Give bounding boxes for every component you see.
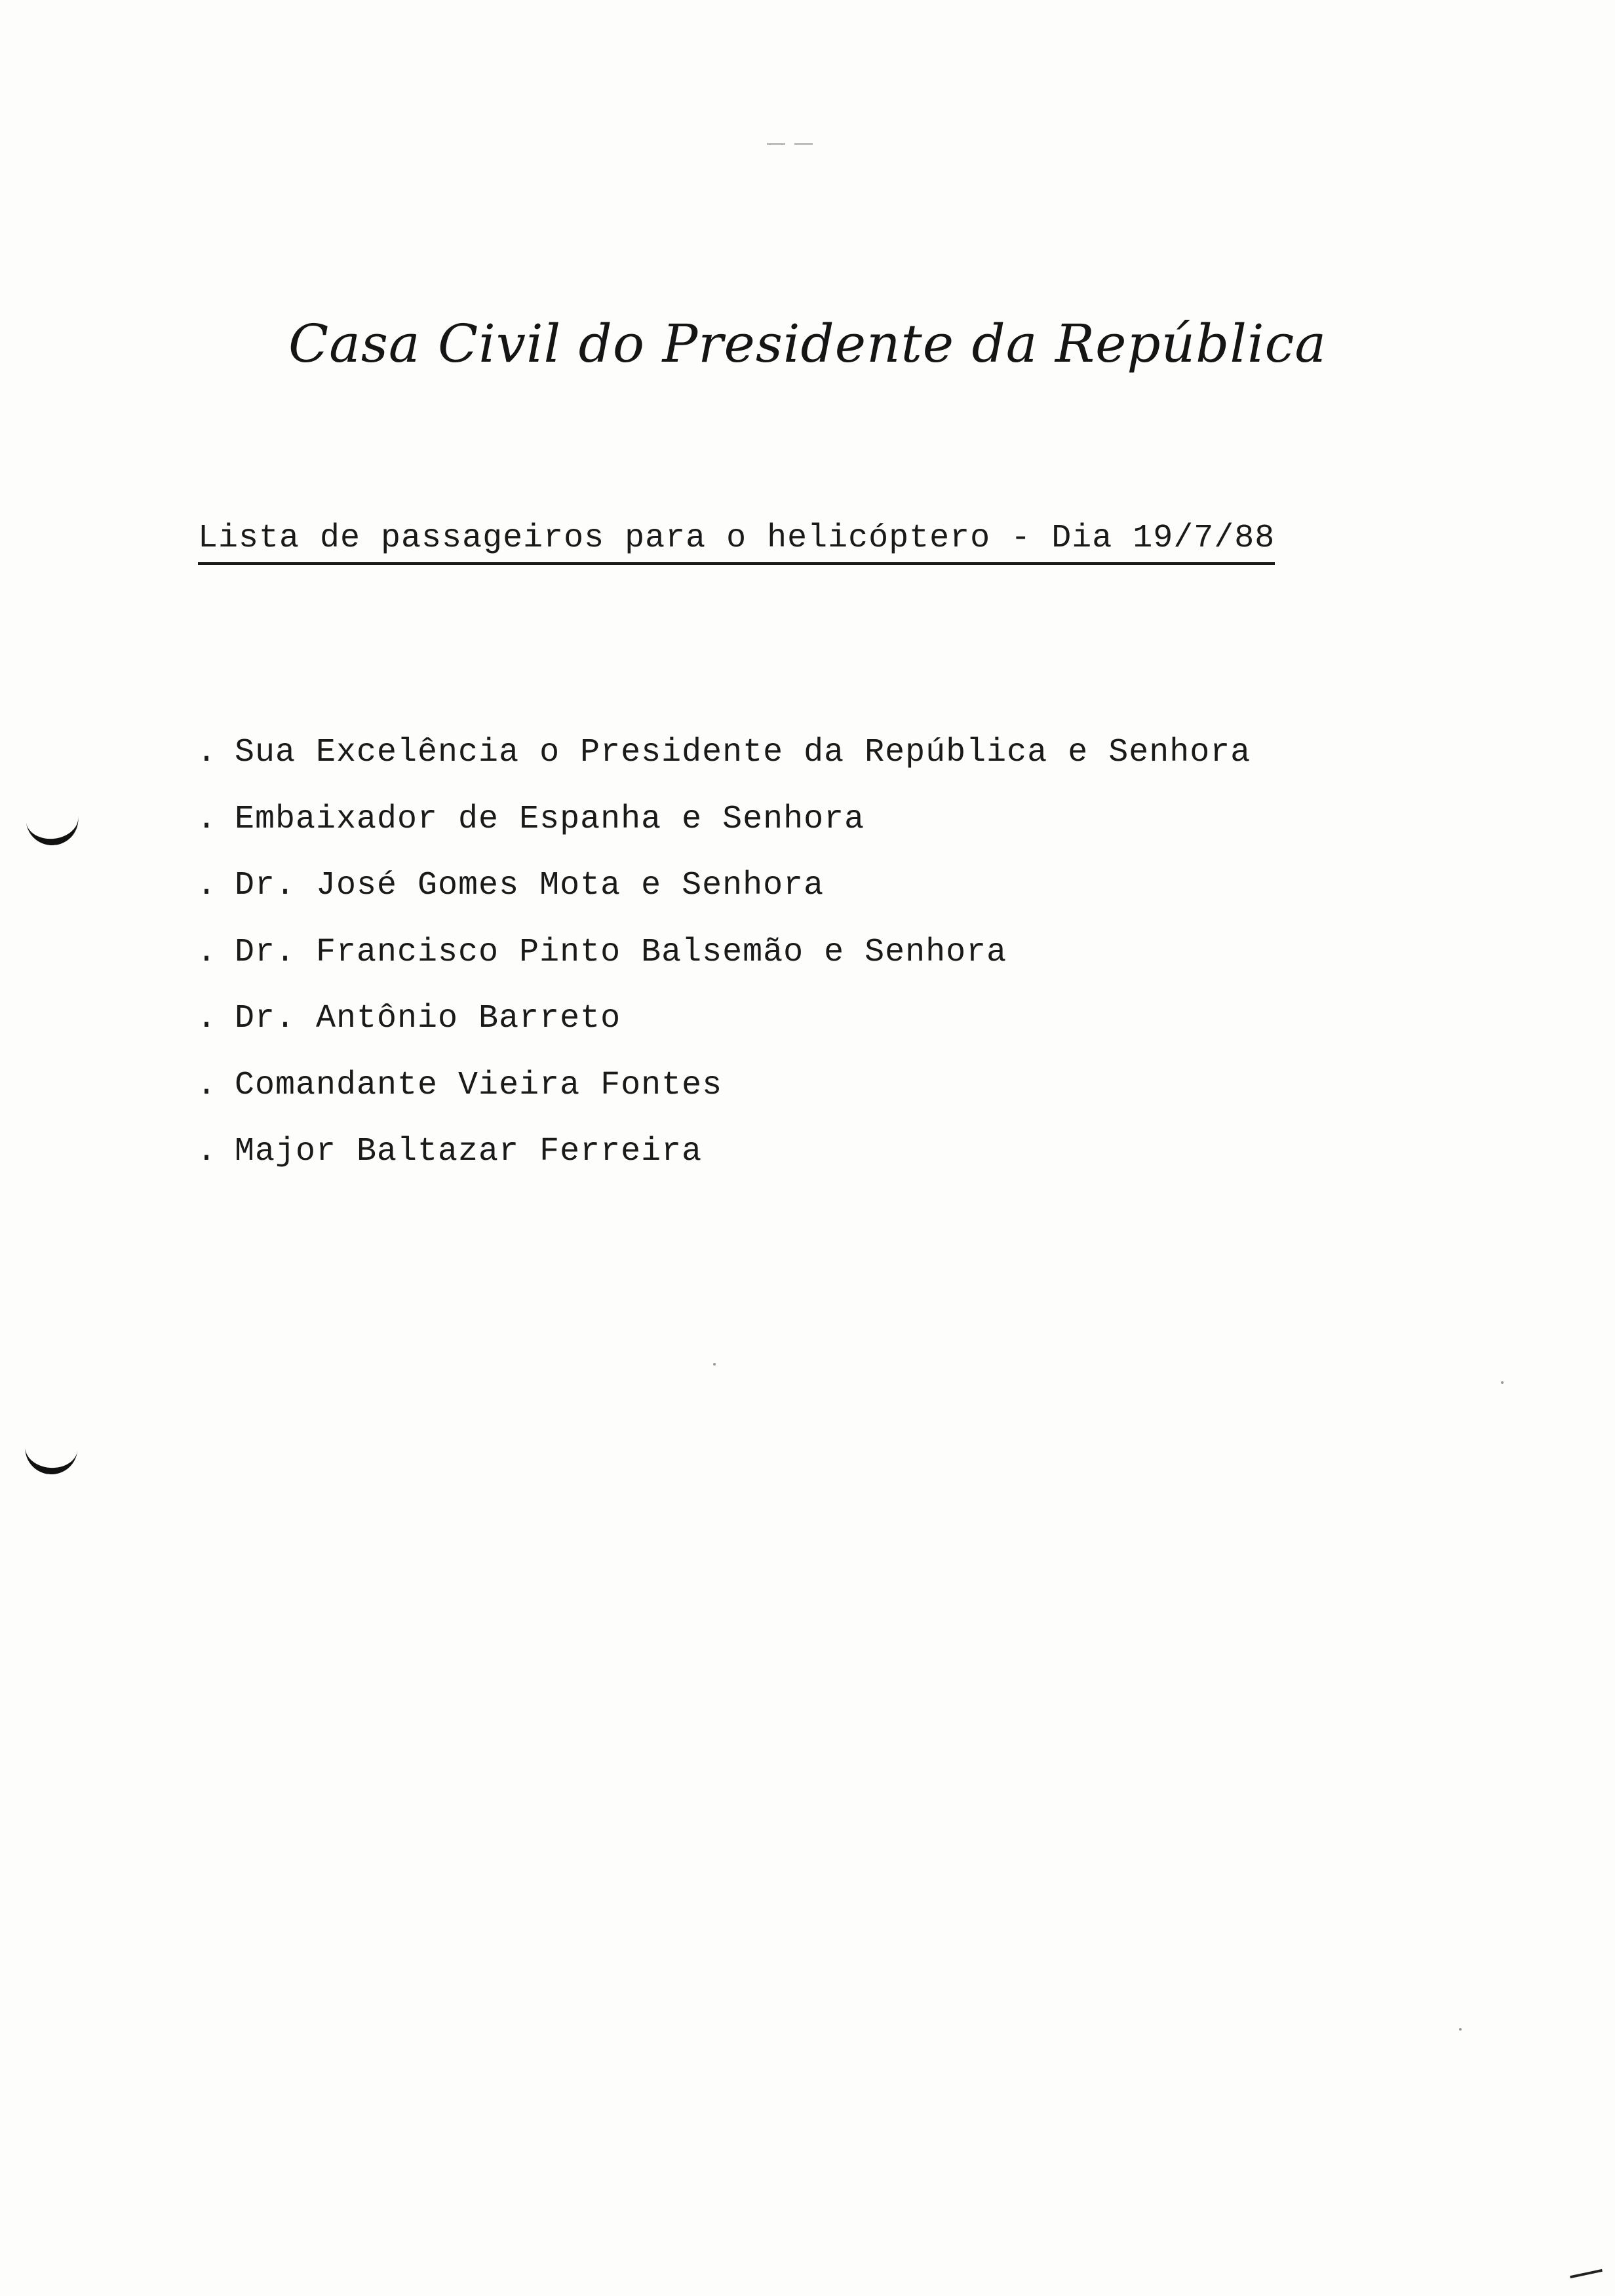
bullet-icon: . xyxy=(197,933,218,971)
bullet-icon: . xyxy=(197,800,218,838)
document-title: Lista de passageiros para o helicóptero - Dia 19/7/88 xyxy=(198,518,1275,565)
paper-speck xyxy=(1501,1381,1504,1384)
punch-hole-mark xyxy=(24,1426,79,1476)
passenger-name: Dr. José Gomes Mota e Senhora xyxy=(235,867,825,904)
list-item xyxy=(197,985,1251,1052)
passenger-name: Dr. Antônio Barreto xyxy=(235,1000,621,1037)
passenger-name: Embaixador de Espanha e Senhora xyxy=(235,800,865,838)
list-item xyxy=(197,919,1251,986)
passenger-name: Sua Excelência o Presidente da República e Senhora xyxy=(235,734,1251,771)
passenger-name: Comandante Vieira Fontes xyxy=(235,1066,723,1104)
passenger-name: Dr. Francisco Pinto Balsemão e Senhora xyxy=(235,933,1007,971)
bullet-icon: . xyxy=(197,1066,218,1104)
paper-speck xyxy=(1459,2028,1462,2031)
list-item xyxy=(197,1119,1251,1185)
paper-speck xyxy=(713,1363,716,1366)
bullet-icon: . xyxy=(197,1000,218,1037)
passenger-list xyxy=(197,719,1251,1185)
bullet-icon: . xyxy=(197,1133,218,1170)
corner-mark xyxy=(1570,2269,1603,2278)
punch-hole-mark xyxy=(24,797,81,848)
list-item xyxy=(197,786,1251,853)
list-item xyxy=(197,1052,1251,1119)
list-item xyxy=(197,852,1251,919)
bullet-icon: . xyxy=(197,734,218,771)
bullet-icon: . xyxy=(197,867,218,904)
top-dash-mark xyxy=(767,143,813,145)
passenger-name: Major Baltazar Ferreira xyxy=(235,1133,703,1170)
letterhead-logo: Casa Civil do Presidente da República xyxy=(288,313,1327,374)
list-item xyxy=(197,719,1251,786)
